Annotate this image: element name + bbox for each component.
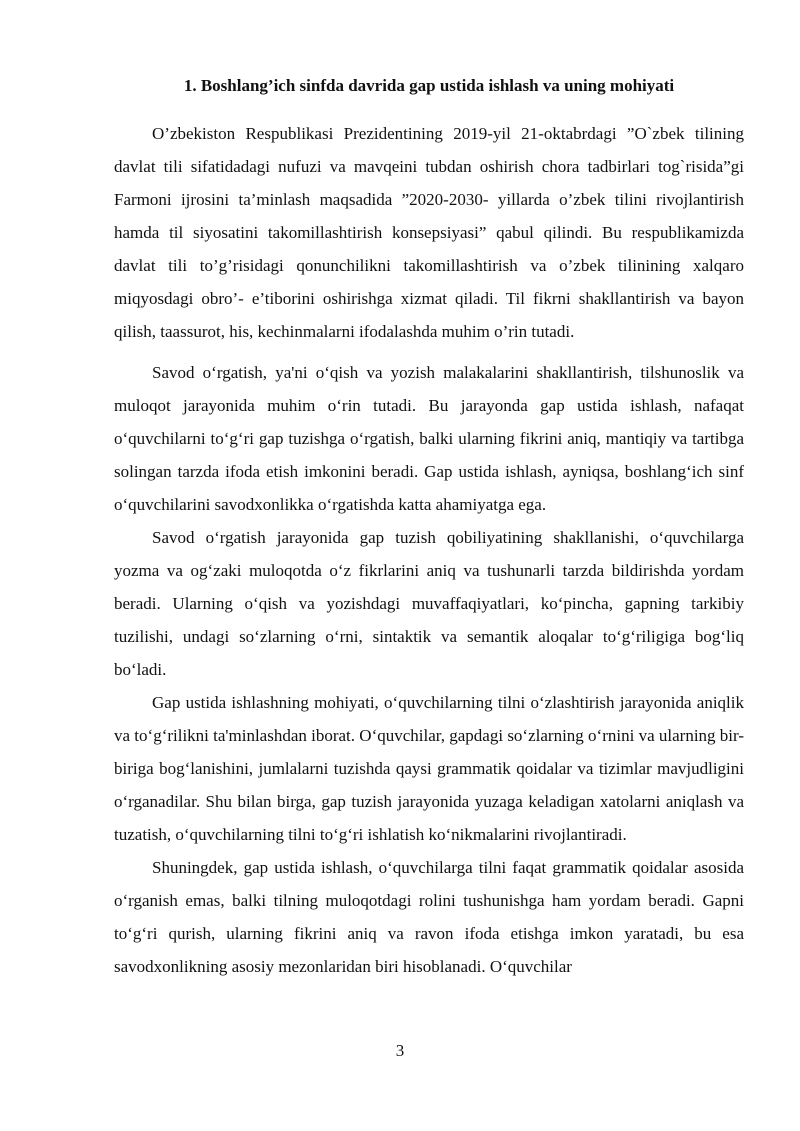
paragraph-1: O’zbekiston Respublikasi Prezidentining 2019-yil 21-oktabrdagi ”O`zbek tilining davlat tili sifatidadagi nufuzi va mavqeini tubdan oshirish chora tadbirlari tog`risida”gi Farmoni ijrosini ta’minlash maqsadida ”2020-2030- yillarda o’zbek tilini rivojlantirish hamda til siyosatini takomillashtirish konsepsiyasi” qabul qilindi. Bu respublikamizda davlat tili to’g’risidagi qonunchilikni takomillashtirish va o’zbek tilinining xalqaro miqyosdagi obro’- e’tiborini oshirishga xizmat qiladi. Til fikrni shakllantirish va bayon qilish, taassurot, his, kechinmalarni ifodalashda muhim o’rin tutadi. (114, 124, 744, 341)
paragraph-3: Savod oʻrgatish jarayonida gap tuzish qobiliyatining shakllanishi, oʻquvchilarga yozma va ogʻzaki muloqotda oʻz fikrlarini aniq va tushunarli tarzda bildirishda yordam beradi. Ularning oʻqish va yozishdagi muvaffaqiyatlari, koʻpincha, gapning tarkibiy tuzilishi, undagi soʻzlarning oʻrni, sintaktik va semantik aloqalar toʻgʻriligiga bogʻliq boʻladi. (114, 528, 744, 679)
page-number: 3 (395, 1041, 405, 1060)
paragraph-2: Savod oʻrgatish, ya'ni oʻqish va yozish malakalarini shakllantirish, tilshunoslik va muloqot jarayonida muhim oʻrin tutadi. Bu jarayonda gap ustida ishlash, nafaqat oʻquvchilarni toʻgʻri gap tuzishga oʻrgatish, balki ularning fikrini aniq, mantiqiy va tartibga solingan tarzda ifoda etish imkonini beradi. Gap ustida ishlash, ayniqsa, boshlangʻich sinf oʻquvchilarini savodxonlikka oʻrgatishda katta ahamiyatga ega. (114, 363, 744, 514)
section-heading: 1. Boshlang’ich sinfda davrida gap ustida ishlash va uning mohiyati (183, 76, 675, 95)
paragraph-4: Gap ustida ishlashning mohiyati, oʻquvchilarning tilni oʻzlashtirish jarayonida aniqlik va toʻgʻrilikni ta'minlashdan iborat. Oʻquvchilar, gapdagi soʻzlarning oʻrnini va ularning bir-biriga bogʻlanishini, jumlalarni tuzishda qaysi grammatik qoidalar va tizimlar mavjudligini oʻrganadilar. Shu bilan birga, gap tuzish jarayonida yuzaga keladigan xatolarni aniqlash va tuzatish, oʻquvchilarning tilni toʻgʻri ishlatish koʻnikmalarini rivojlantiradi. (114, 693, 744, 844)
body-text (114, 117, 744, 983)
paragraph-5: Shuningdek, gap ustida ishlash, oʻquvchilarga tilni faqat grammatik qoidalar asosida oʻrganish emas, balki tilning muloqotdagi rolini tushunishga ham yordam beradi. Gapni toʻgʻri qurish, ularning fikrini aniq va ravon ifoda etishga imkon yaratadi, bu esa savodxonlikning asosiy mezonlaridan biri hisoblanadi. Oʻquvchilar (114, 858, 744, 976)
